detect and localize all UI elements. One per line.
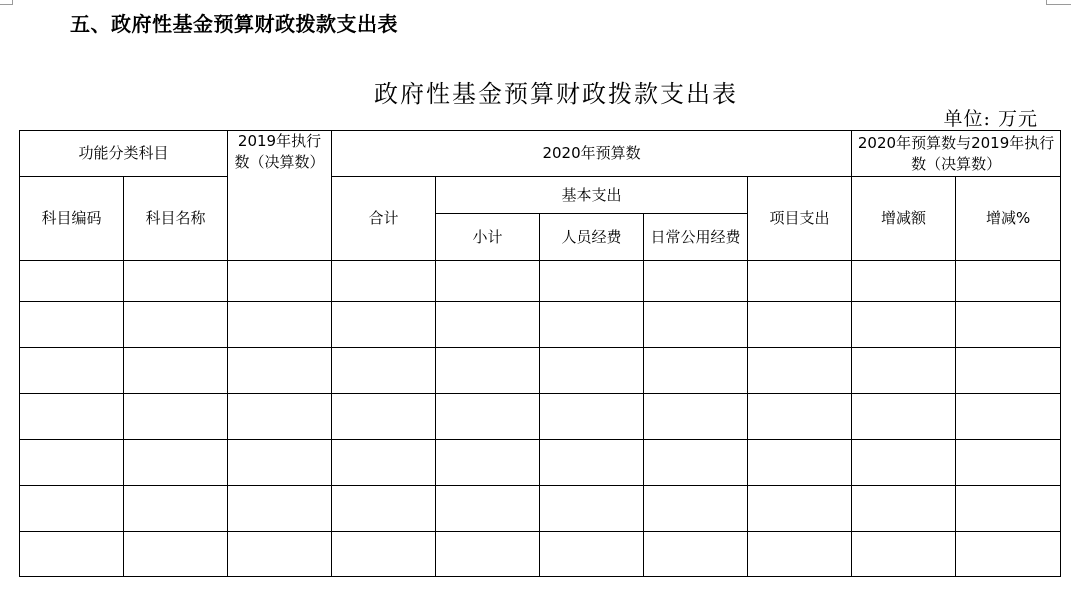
table-cell (644, 302, 748, 348)
header-functional-classification: 功能分类科目 (20, 131, 228, 177)
table-cell (436, 261, 540, 302)
table-cell (956, 261, 1061, 302)
table-cell (540, 440, 644, 486)
header-prior-year-actual: 2019年执行数（决算数） (228, 131, 332, 261)
table-cell (20, 486, 124, 532)
table-cell (332, 486, 436, 532)
table-row (20, 302, 1061, 348)
table-cell (332, 440, 436, 486)
table-cell (124, 302, 228, 348)
header-total: 合计 (332, 177, 436, 261)
table-cell (748, 302, 852, 348)
header-subtotal: 小计 (436, 214, 540, 261)
table-cell (436, 532, 540, 577)
table-cell (436, 486, 540, 532)
header-subject-name: 科目名称 (124, 177, 228, 261)
table-cell (748, 532, 852, 577)
unit-label: 单位: 万元 (943, 108, 1038, 130)
page-corner-mark-left (0, 0, 13, 5)
table-cell (228, 532, 332, 577)
table-cell (956, 348, 1061, 394)
table-cell (644, 486, 748, 532)
table-cell (228, 486, 332, 532)
header-comparison: 2020年预算数与2019年执行数（决算数） (852, 131, 1061, 177)
table-cell (228, 348, 332, 394)
table-cell (124, 486, 228, 532)
table-cell (228, 302, 332, 348)
table-cell (540, 532, 644, 577)
table-cell (436, 440, 540, 486)
header-budget-2020: 2020年预算数 (332, 131, 852, 177)
header-public-expenses: 日常公用经费 (644, 214, 748, 261)
table-cell (332, 302, 436, 348)
table-row (20, 532, 1061, 577)
table-cell (644, 394, 748, 440)
header-subject-code: 科目编码 (20, 177, 124, 261)
table-cell (124, 532, 228, 577)
header-personnel-expenses: 人员经费 (540, 214, 644, 261)
table-cell (852, 302, 956, 348)
table-cell (20, 302, 124, 348)
table-cell (20, 532, 124, 577)
table-cell (332, 532, 436, 577)
table-cell (436, 348, 540, 394)
table-cell (644, 532, 748, 577)
budget-table (19, 130, 1061, 577)
table-cell (852, 394, 956, 440)
table-cell (20, 348, 124, 394)
table-cell (748, 261, 852, 302)
table-row (20, 348, 1061, 394)
table-row (20, 486, 1061, 532)
table-row (20, 394, 1061, 440)
table-cell (644, 348, 748, 394)
table-cell (748, 486, 852, 532)
header-change-percent: 增减% (956, 177, 1061, 261)
table-cell (20, 261, 124, 302)
table-cell (540, 394, 644, 440)
table-cell (540, 261, 644, 302)
table-cell (228, 440, 332, 486)
table-title: 政府性基金预算财政拨款支出表 (374, 80, 738, 108)
table-cell (540, 302, 644, 348)
table-cell (956, 440, 1061, 486)
table-cell (228, 394, 332, 440)
table-cell (20, 440, 124, 486)
table-cell (852, 532, 956, 577)
table-cell (540, 348, 644, 394)
page-corner-mark-right (1046, 0, 1071, 5)
table-cell (332, 261, 436, 302)
table-cell (644, 261, 748, 302)
table-cell (124, 261, 228, 302)
table-cell (956, 394, 1061, 440)
table-cell (852, 261, 956, 302)
table-cell (436, 302, 540, 348)
table-cell (540, 486, 644, 532)
header-change-amount: 增减额 (852, 177, 956, 261)
table-cell (124, 440, 228, 486)
table-cell (124, 394, 228, 440)
table-cell (748, 440, 852, 486)
table-cell (228, 261, 332, 302)
table-cell (20, 394, 124, 440)
table-cell (644, 440, 748, 486)
table-cell (436, 394, 540, 440)
table-cell (748, 394, 852, 440)
section-heading: 五、政府性基金预算财政拨款支出表 (70, 12, 398, 36)
table-cell (332, 348, 436, 394)
table-cell (124, 348, 228, 394)
table-row (20, 261, 1061, 302)
header-project-expenditure: 项目支出 (748, 177, 852, 261)
table-cell (956, 486, 1061, 532)
table-cell (852, 440, 956, 486)
header-basic-expenditure: 基本支出 (436, 177, 748, 214)
table-cell (852, 486, 956, 532)
table-cell (956, 532, 1061, 577)
table-cell (852, 348, 956, 394)
table-cell (748, 348, 852, 394)
table-cell (956, 302, 1061, 348)
table-cell (332, 394, 436, 440)
table-row (20, 440, 1061, 486)
